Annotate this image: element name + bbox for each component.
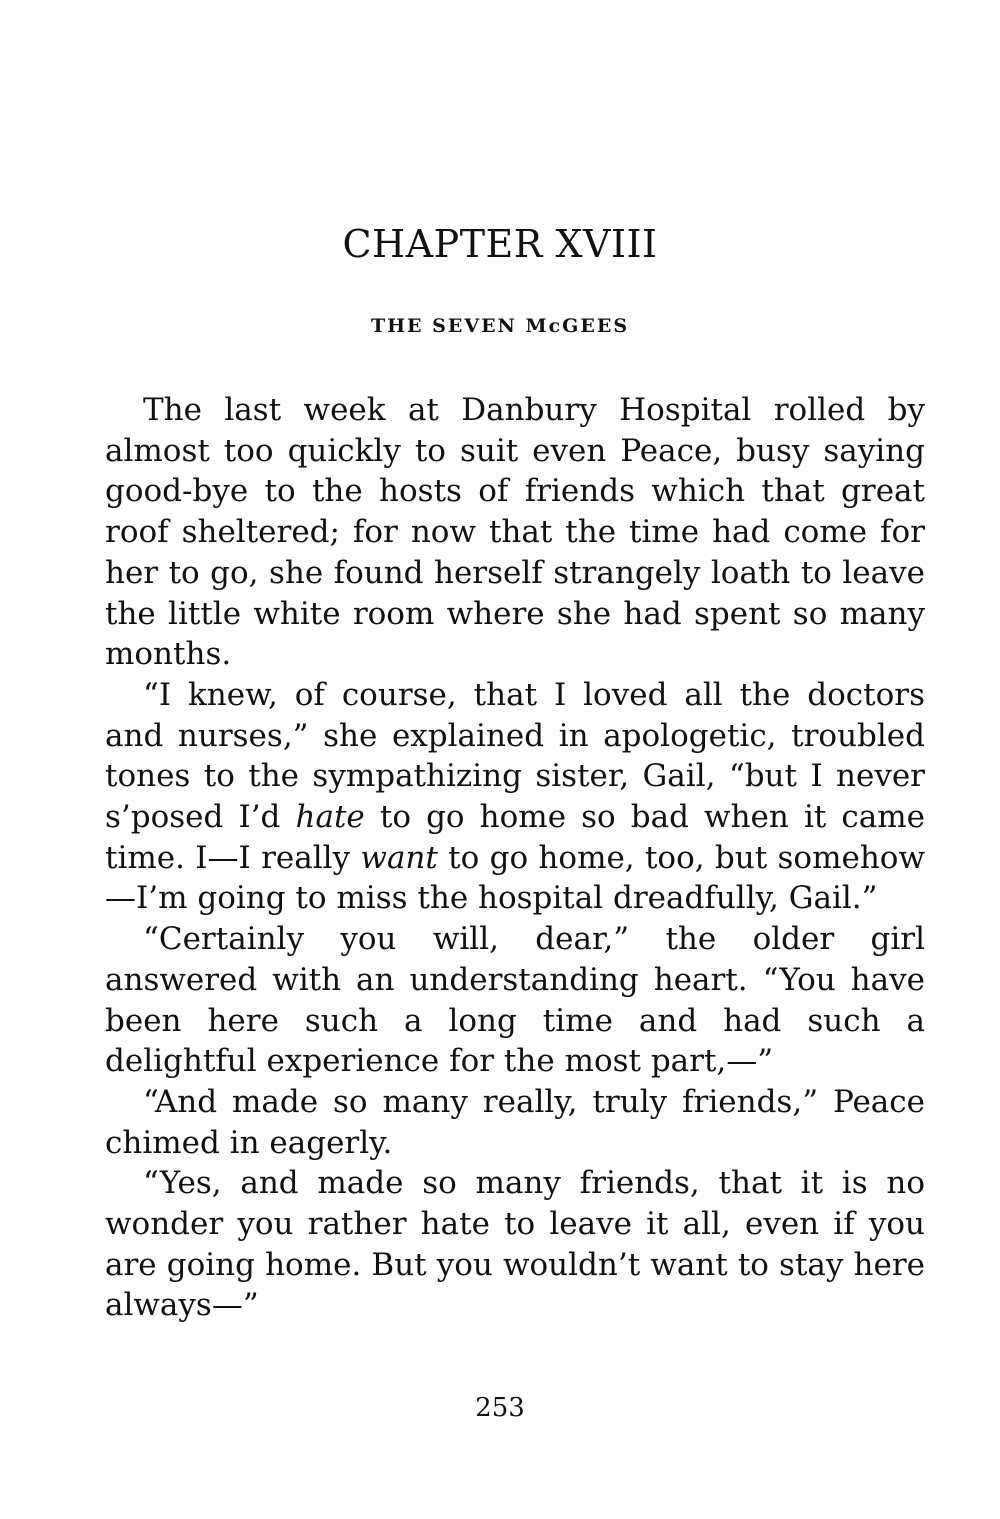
paragraph bbox=[105, 1082, 925, 1163]
paragraph-text: to go home so bad when it came time. I—I really bbox=[105, 799, 925, 876]
paragraph bbox=[105, 675, 925, 919]
paragraph bbox=[105, 390, 925, 675]
paragraph-text: The last week at Danbury Hospital rolled by almost too quickly to suit even Peace, busy saying good-bye to the hosts of friends which that great roof sheltered; for now that the time had come for her to go, she found herself strangely loath to leave the little white room where she had spent so many months. bbox=[105, 392, 925, 673]
emphasized-word: want bbox=[360, 839, 438, 876]
emphasized-word: hate bbox=[295, 799, 365, 836]
paragraph-text: “I knew, of course, that I loved all the doctors and nurses,” she explained in apologetic, troubled tones to the sympathizing sister, Gail, “but I never s’posed I’d bbox=[105, 676, 925, 836]
chapter-subtitle: THE SEVEN McGEES bbox=[370, 315, 630, 337]
chapter-heading: CHAPTER XVIII bbox=[342, 222, 658, 266]
paragraph bbox=[105, 919, 925, 1082]
paragraph-text: “Certainly you will, dear,” the older girl answered with an understanding heart. “You have been here such a long time and had such a delightful experience for the most part,—” bbox=[105, 921, 925, 1080]
paragraph-text: to go home, too, but somehow—I’m going to miss the hospital dreadfully, Gail.” bbox=[105, 839, 925, 917]
page-number: 253 bbox=[475, 1393, 525, 1423]
paragraph-text: “Yes, and made so many friends, that it is no wonder you rather hate to leave it all, even if you are going home. But you wouldn’t want to stay here always—” bbox=[105, 1165, 925, 1324]
paragraph-text: “And made so many really, truly friends,” Peace chimed in eagerly. bbox=[105, 1083, 925, 1161]
chapter-body bbox=[105, 390, 925, 1326]
paragraph bbox=[105, 1163, 925, 1326]
